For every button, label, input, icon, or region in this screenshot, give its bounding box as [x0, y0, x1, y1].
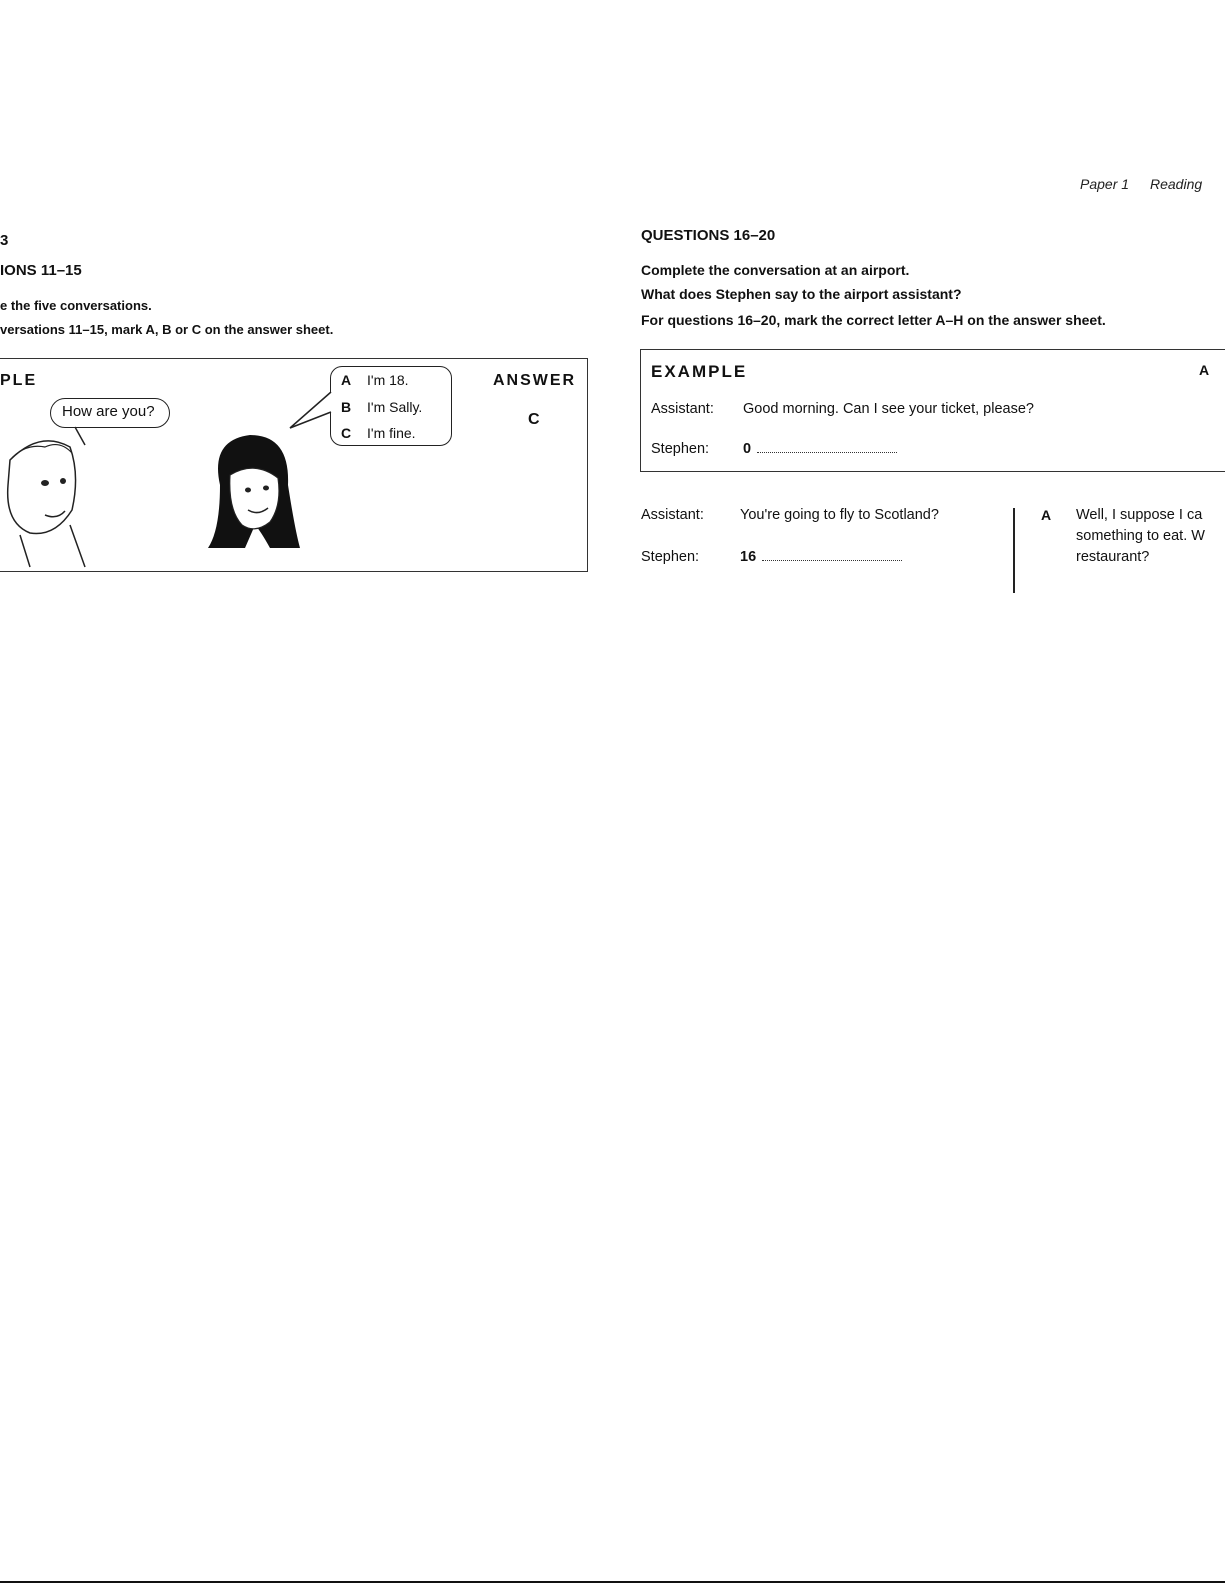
- option-line-2: something to eat. W: [1076, 528, 1205, 544]
- right-example-label: EXAMPLE: [651, 362, 748, 381]
- boy-illustration: [0, 425, 120, 570]
- option-line-3: restaurant?: [1076, 549, 1150, 565]
- header-section: Reading: [1150, 176, 1203, 192]
- option-text-c: I'm fine.: [367, 425, 416, 441]
- option-row-a: [341, 372, 409, 388]
- option-letter-a-right: A: [1041, 507, 1052, 523]
- left-instruction-2: versations 11–15, mark A, B or C on the answer sheet.: [0, 322, 334, 337]
- row-speaker-1: Assistant:: [641, 507, 704, 523]
- option-letter-b: B: [341, 399, 352, 415]
- answer-value: C: [528, 411, 540, 428]
- option-text-a: I'm 18.: [367, 372, 409, 388]
- option-letter-c: C: [341, 425, 352, 441]
- row-answer-16: [740, 549, 902, 565]
- question-number-16: 16: [740, 549, 757, 565]
- left-example-label: PLE: [0, 372, 38, 389]
- option-line-1: Well, I suppose I ca: [1076, 507, 1203, 523]
- page-bottom-border: [0, 1581, 1225, 1583]
- row-text-1: You're going to fly to Scotland?: [740, 507, 939, 523]
- left-questions-title: IONS 11–15: [0, 262, 82, 279]
- left-instruction-1: e the five conversations.: [0, 298, 152, 313]
- option-letter-a: A: [341, 372, 352, 388]
- header-paper: Paper 1: [1080, 176, 1130, 192]
- option-row-c: [341, 425, 416, 441]
- right-questions-title: QUESTIONS 16–20: [641, 227, 776, 244]
- speech-text: How are you?: [62, 403, 155, 420]
- option-row-b: [341, 399, 422, 415]
- example-speaker-2: Stephen:: [651, 441, 710, 457]
- right-instruction-1: Complete the conversation at an airport.: [641, 262, 910, 278]
- option-text-b: I'm Sally.: [367, 399, 423, 415]
- example-answer-row: [743, 441, 897, 457]
- row-speaker-2: Stephen:: [641, 549, 700, 565]
- right-example-corner: A: [1199, 362, 1210, 378]
- options-bubble-tail: [288, 390, 332, 430]
- example-speaker-1: Assistant:: [651, 401, 714, 417]
- right-instruction-3: For questions 16–20, mark the correct letter A–H on the answer sheet.: [641, 312, 1106, 328]
- answer-blank: [757, 442, 897, 453]
- part-title: 3: [0, 232, 9, 249]
- answer-label: ANSWER: [493, 372, 577, 389]
- girl-illustration: [200, 430, 310, 555]
- column-divider: [1013, 508, 1015, 593]
- example-answer-number: 0: [743, 441, 752, 457]
- answer-blank: [762, 550, 902, 561]
- example-text-1: Good morning. Can I see your ticket, please?: [743, 401, 1034, 417]
- right-instruction-2: What does Stephen say to the airport assistant?: [641, 286, 962, 302]
